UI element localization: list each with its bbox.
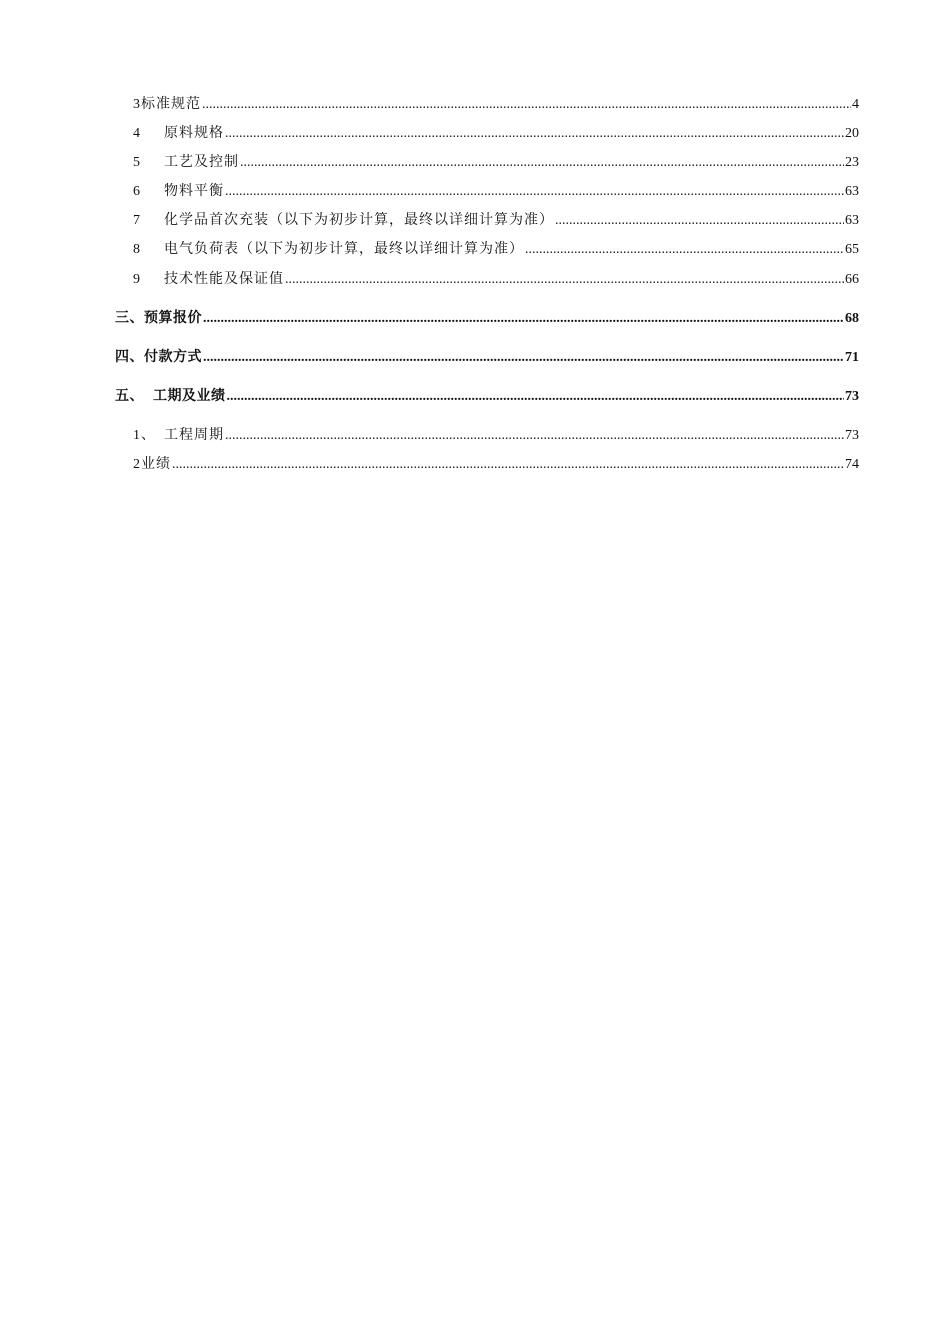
toc-page-number: 20 [845, 126, 859, 141]
toc-page-number: 73 [845, 389, 859, 404]
toc-entry-project-cycle[interactable] [133, 424, 859, 444]
toc-page-number: 68 [845, 311, 859, 326]
toc-entry-title: 原料规格 [164, 126, 224, 141]
toc-entry-title: 物料平衡 [164, 184, 224, 199]
toc-dot-leader [285, 272, 844, 288]
toc-entry-number: 2 [133, 457, 141, 472]
toc-section-budget-quote[interactable] [115, 307, 859, 327]
toc-entry-track-record[interactable] [133, 453, 859, 473]
toc-entry-title: 工程周期 [164, 428, 224, 443]
toc-entry-number: 7 [133, 213, 141, 228]
toc-section-number: 三、 [115, 311, 144, 326]
toc-entry-number: 6 [133, 184, 141, 199]
toc-entry-chemical-initial-fill[interactable] [133, 209, 859, 229]
toc-page-number: 66 [845, 272, 859, 287]
toc-entry-title: 工艺及控制 [164, 155, 239, 170]
toc-entry-number: 3 [133, 97, 141, 112]
toc-page-number: 74 [845, 457, 859, 472]
toc-section-title: 工期及业绩 [153, 389, 226, 404]
toc-entry-title: 电气负荷表（以下为初步计算，最终以详细计算为准） [164, 242, 524, 257]
toc-page-number: 4 [852, 97, 859, 112]
toc-entry-material-balance[interactable] [133, 180, 859, 200]
toc-entry-title: 技术性能及保证值 [164, 272, 284, 287]
toc-entry-raw-materials[interactable] [133, 122, 859, 142]
toc-entry-title: 标准规范 [141, 97, 201, 112]
toc-page-number: 23 [845, 155, 859, 170]
toc-dot-leader [227, 389, 845, 405]
toc-entry-number: 1、 [133, 428, 156, 443]
toc-entry-number: 4 [133, 126, 141, 141]
toc-dot-leader [525, 242, 844, 258]
toc-dot-leader [555, 213, 844, 229]
toc-dot-leader [225, 184, 844, 200]
toc-entry-electrical-load[interactable] [133, 238, 859, 258]
toc-entry-number: 5 [133, 155, 141, 170]
toc-section-number: 四、 [115, 350, 144, 365]
toc-section-title: 付款方式 [144, 350, 202, 365]
toc-entry-standards[interactable] [133, 93, 859, 113]
toc-dot-leader [202, 97, 851, 113]
toc-page-number: 65 [845, 242, 859, 257]
toc-entry-title: 化学品首次充装（以下为初步计算，最终以详细计算为准） [164, 213, 554, 228]
toc-page-number: 63 [845, 213, 859, 228]
toc-entry-performance-guarantee[interactable] [133, 268, 859, 288]
toc-page-number: 63 [845, 184, 859, 199]
toc-section-schedule-performance[interactable] [115, 385, 859, 405]
toc-page-number: 73 [845, 428, 859, 443]
toc-dot-leader [225, 126, 844, 142]
toc-section-title: 预算报价 [144, 311, 202, 326]
toc-entry-number: 9 [133, 272, 141, 287]
toc-section-payment-terms[interactable] [115, 346, 859, 366]
toc-entry-process-control[interactable] [133, 151, 859, 171]
toc-dot-leader [225, 428, 844, 444]
toc-dot-leader [203, 350, 844, 366]
toc-entry-number: 8 [133, 242, 141, 257]
toc-entry-title: 业绩 [141, 457, 171, 472]
toc-page-number: 71 [845, 350, 859, 365]
toc-dot-leader [203, 311, 844, 327]
toc-dot-leader [172, 457, 844, 473]
toc-dot-leader [240, 155, 844, 171]
toc-section-number: 五、 [115, 389, 144, 404]
